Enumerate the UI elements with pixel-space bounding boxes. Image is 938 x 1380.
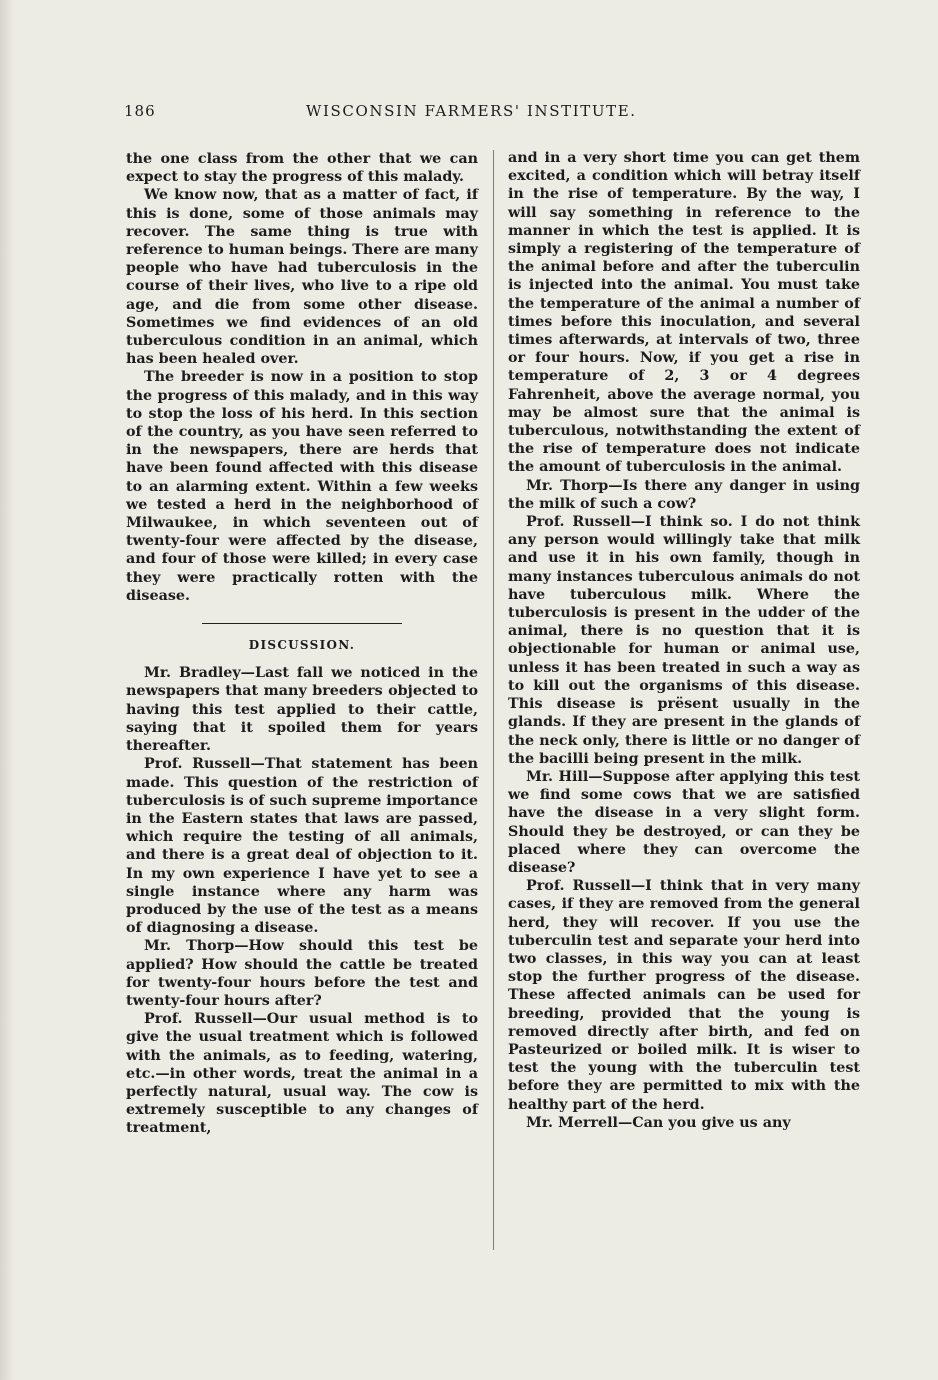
paragraph: and in a very short time you can get them excited, a condition which will betray itself in the rise of temperature. By the way, I will say something in reference to the manner in which the test is applied. It is simply a registering of the temperature of the animal before and after the tuberculin is injected into the animal. You must take the temperature of the animal a number of times before this inoculation, and several times afterwards, at intervals of two, three or four hours. Now, if you get a rise in temperature of 2, 3 or 4 degrees Fahrenheit, above the average normal, you may be almost sure that the animal is tuberculous, notwithstanding the extent of the rise of temperature does not indicate the amount of tuberculosis in the animal. [508, 150, 860, 476]
section-rule [202, 623, 402, 624]
page-header [124, 102, 864, 124]
running-title: WISCONSIN FARMERS' INSTITUTE. [306, 102, 637, 120]
discussion-paragraph: Mr. Bradley—Last fall we noticed in the newspapers that many breeders objected to having this test applied to their cattle, saying that it spoiled them for years thereafter. [126, 665, 478, 755]
paragraph: We know now, that as a matter of fact, if this is done, some of those animals may recover. The same thing is true with reference to human beings. There are many people who have had tuberculosis in the course of their lives, who live to a ripe old age, and die from some other disease. Sometimes we find evidences of an old tuberculous condition in an animal, which has been healed over. [126, 187, 478, 368]
discussion-paragraph: Mr. Thorp—Is there any danger in using the milk of such a cow? [508, 477, 860, 512]
discussion-paragraph: Prof. Russell—Our usual method is to give the usual treatment which is followed with the animals, as to feeding, watering, etc.—in other words, treat the animal in a perfectly natural, usual way. The cow is extremely susceptible to any changes of treatment, [126, 1011, 478, 1137]
paragraph: The breeder is now in a position to stop the progress of this malady, and in this way to stop the loss of his herd. In this section of the country, as you have seen referred to in the newspapers, there are herds that have been found affected with this disease to an alarming extent. Within a few weeks we tested a herd in the neighborhood of Milwaukee, in which seventeen out of twenty-four were affected by the disease, and four of those were killed; in every case they were practically rotten with the disease. [126, 369, 478, 604]
discussion-paragraph: Mr. Merrell—Can you give us any [526, 1114, 791, 1131]
discussion-paragraph: Mr. Hill—Suppose after applying this test we find some cows that we are satisfied have the disease in a very slight form. Should they be destroyed, or can they be placed where they can overcome the disease? [508, 768, 860, 876]
discussion-paragraph: Prof. Russell—I think that in very many cases, if they are removed from the general herd, they will recover. If you use the tuberculin test and separate your herd into two classes, in this way you can at least stop the further progress of the disease. These affected animals can be used for breeding, provided that the young is removed directly after birth, and fed on Pasteurized or boiled milk. It is wiser to test the young with the tuberculin test before they are permitted to mix with the healthy part of the herd. [508, 878, 860, 1113]
page-number: 186 [124, 102, 156, 120]
left-column [126, 150, 478, 1138]
page-edge [0, 0, 14, 1380]
right-column [508, 149, 860, 1132]
discussion-paragraph: Prof. Russell—I think so. I do not think any person would willingly take that milk and use it in his own family, though in many instances tuberculous animals do not have tuberculous milk. Where the tuberculosis is present in the udder of the animal, there is no question that it is objectionable for human or animal use, unless it has been treated in such a way as to kill out the organisms of this disease. This disease is prësent usually in the glands. If they are present in the glands of the neck only, there is little or no danger of the bacilli being present in the milk. [508, 514, 860, 767]
discussion-paragraph: Mr. Thorp—How should this test be applied? How should the cattle be treated for twenty-four hours before the test and twenty-four hours after? [126, 938, 478, 1009]
paragraph: the one class from the other that we can expect to stay the progress of this malady. [126, 151, 478, 186]
section-heading: DISCUSSION. [248, 638, 356, 653]
column-divider [493, 150, 494, 1250]
discussion-paragraph: Prof. Russell—That statement has been made. This question of the restriction of tuberculosis is of such supreme importance in the Eastern states that laws are passed, which require the testing of all animals, and there is a great deal of objection to it. In my own experience I have yet to see a single instance where any harm was produced by the use of the test as a means of diagnosing a disease. [126, 756, 478, 937]
